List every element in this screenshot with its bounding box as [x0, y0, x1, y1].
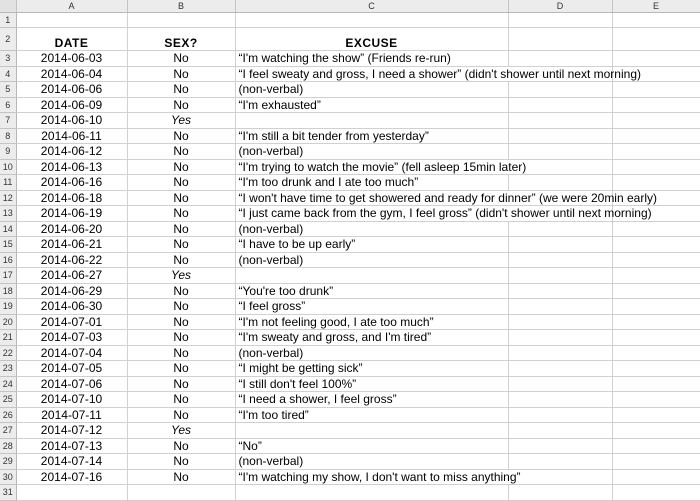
empty-cell-e[interactable] — [612, 314, 700, 330]
sex-cell[interactable]: No — [127, 330, 235, 346]
column-header-a[interactable]: A — [16, 0, 127, 12]
sheet-row — [0, 12, 700, 28]
empty-cell[interactable] — [127, 485, 235, 501]
empty-cell-d[interactable] — [508, 252, 612, 268]
table-row — [0, 252, 700, 268]
table-row — [0, 376, 700, 392]
empty-cell-e[interactable] — [612, 159, 700, 175]
sex-cell[interactable]: No — [127, 469, 235, 485]
empty-cell-d[interactable] — [508, 345, 612, 361]
sex-cell[interactable]: No — [127, 438, 235, 454]
empty-cell-d[interactable] — [508, 82, 612, 98]
sex-cell[interactable]: No — [127, 252, 235, 268]
empty-cell-e[interactable] — [612, 175, 700, 191]
sex-cell[interactable]: Yes — [127, 423, 235, 439]
sex-cell[interactable]: No — [127, 345, 235, 361]
excuse-cell[interactable]: “I'm too tired” — [235, 407, 508, 423]
empty-cell-d[interactable] — [508, 128, 612, 144]
excuse-cell[interactable]: “I feel gross” — [235, 299, 508, 315]
empty-cell[interactable] — [16, 485, 127, 501]
empty-cell[interactable] — [508, 485, 612, 501]
sex-cell[interactable]: No — [127, 376, 235, 392]
excuse-cell[interactable]: “I won't have time to get showered and ready for dinner” (we were 20min early) — [235, 190, 508, 206]
table-row — [0, 423, 700, 439]
column-header-b[interactable]: B — [127, 0, 235, 12]
date-cell[interactable]: 2014-06-16 — [16, 175, 127, 191]
excuse-cell[interactable]: “I'm exhausted” — [235, 97, 508, 113]
table-row — [0, 314, 700, 330]
cell-c1[interactable] — [235, 12, 508, 28]
table-row — [0, 299, 700, 315]
excuse-cell[interactable]: “I'm not feeling good, I ate too much” — [235, 314, 508, 330]
date-cell[interactable]: 2014-06-06 — [16, 82, 127, 98]
date-cell[interactable]: 2014-06-29 — [16, 283, 127, 299]
row-header[interactable]: 20 — [0, 314, 16, 330]
date-cell[interactable]: 2014-06-09 — [16, 97, 127, 113]
date-column-heading[interactable]: DATE — [16, 28, 127, 51]
empty-cell-e[interactable] — [612, 330, 700, 346]
date-cell[interactable]: 2014-07-05 — [16, 361, 127, 377]
row-header[interactable]: 31 — [0, 485, 16, 501]
row-header[interactable]: 16 — [0, 252, 16, 268]
excuse-cell[interactable] — [235, 113, 508, 129]
row-header[interactable]: 14 — [0, 221, 16, 237]
row-header[interactable]: 22 — [0, 345, 16, 361]
empty-cell-e[interactable] — [612, 454, 700, 470]
row-header[interactable]: 8 — [0, 128, 16, 144]
table-row — [0, 237, 700, 253]
sheet-row — [0, 485, 700, 501]
select-all-corner[interactable] — [0, 0, 16, 12]
empty-cell-e[interactable] — [612, 128, 700, 144]
date-cell[interactable]: 2014-06-19 — [16, 206, 127, 222]
row-header[interactable]: 25 — [0, 392, 16, 408]
date-cell[interactable]: 2014-06-12 — [16, 144, 127, 160]
row-header[interactable]: 24 — [0, 376, 16, 392]
excuse-cell[interactable]: (non-verbal) — [235, 221, 508, 237]
sex-cell[interactable]: No — [127, 221, 235, 237]
row-header[interactable]: 10 — [0, 159, 16, 175]
sex-cell[interactable]: No — [127, 97, 235, 113]
row-header[interactable]: 23 — [0, 361, 16, 377]
date-cell[interactable]: 2014-06-11 — [16, 128, 127, 144]
sex-cell[interactable]: No — [127, 392, 235, 408]
date-cell[interactable]: 2014-07-01 — [16, 314, 127, 330]
sex-cell[interactable]: No — [127, 283, 235, 299]
excuse-cell[interactable]: “I'm sweaty and gross, and I'm tired” — [235, 330, 508, 346]
empty-cell-d[interactable] — [508, 221, 612, 237]
table-row — [0, 175, 700, 191]
sex-cell[interactable]: No — [127, 237, 235, 253]
empty-cell-e[interactable] — [612, 252, 700, 268]
excuse-cell[interactable]: “I need a shower, I feel gross” — [235, 392, 508, 408]
empty-cell-e[interactable] — [612, 97, 700, 113]
excuse-cell[interactable]: (non-verbal) — [235, 252, 508, 268]
date-cell[interactable]: 2014-06-04 — [16, 66, 127, 82]
table-row — [0, 144, 700, 160]
date-cell[interactable]: 2014-07-04 — [16, 345, 127, 361]
sex-cell[interactable]: No — [127, 299, 235, 315]
empty-cell[interactable] — [235, 485, 508, 501]
date-cell[interactable]: 2014-06-27 — [16, 268, 127, 284]
row-header[interactable]: 21 — [0, 330, 16, 346]
sex-cell[interactable]: Yes — [127, 268, 235, 284]
sex-cell[interactable]: No — [127, 206, 235, 222]
row-header[interactable]: 28 — [0, 438, 16, 454]
table-row — [0, 206, 700, 222]
empty-cell-e[interactable] — [612, 361, 700, 377]
sex-cell[interactable]: No — [127, 66, 235, 82]
empty-cell-e[interactable] — [612, 299, 700, 315]
cell-d2[interactable] — [508, 28, 612, 51]
table-row — [0, 190, 700, 206]
sex-cell[interactable]: No — [127, 454, 235, 470]
empty-cell-d[interactable] — [508, 268, 612, 284]
excuse-cell[interactable]: “I'm watching the show” (Friends re-run) — [235, 51, 508, 67]
excuse-cell[interactable]: (non-verbal) — [235, 345, 508, 361]
empty-cell-d[interactable] — [508, 469, 612, 485]
empty-cell-e[interactable] — [612, 113, 700, 129]
sex-cell[interactable]: No — [127, 175, 235, 191]
table-row — [0, 128, 700, 144]
table-row — [0, 454, 700, 470]
sheet-row-header — [0, 28, 700, 51]
empty-cell-d[interactable] — [508, 314, 612, 330]
date-cell[interactable]: 2014-06-21 — [16, 237, 127, 253]
row-header[interactable]: 6 — [0, 97, 16, 113]
excuse-cell[interactable]: (non-verbal) — [235, 454, 508, 470]
column-header-d[interactable]: D — [508, 0, 612, 12]
table-row — [0, 407, 700, 423]
row-header[interactable]: 15 — [0, 237, 16, 253]
table-row — [0, 82, 700, 98]
row-header[interactable]: 11 — [0, 175, 16, 191]
table-row — [0, 438, 700, 454]
date-cell[interactable]: 2014-06-20 — [16, 221, 127, 237]
empty-cell-e[interactable] — [612, 407, 700, 423]
row-header[interactable]: 3 — [0, 51, 16, 67]
cell-b1[interactable] — [127, 12, 235, 28]
empty-cell-d[interactable] — [508, 237, 612, 253]
row-header[interactable]: 26 — [0, 407, 16, 423]
empty-cell-d[interactable] — [508, 330, 612, 346]
sex-cell[interactable]: No — [127, 159, 235, 175]
empty-cell-d[interactable] — [508, 376, 612, 392]
excuse-cell[interactable]: “I have to be up early” — [235, 237, 508, 253]
date-cell[interactable]: 2014-07-11 — [16, 407, 127, 423]
sex-cell[interactable]: No — [127, 128, 235, 144]
table-row — [0, 66, 700, 82]
row-header[interactable]: 1 — [0, 12, 16, 28]
table-row — [0, 51, 700, 67]
row-header[interactable]: 9 — [0, 144, 16, 160]
excuse-column-heading[interactable]: EXCUSE — [235, 28, 508, 51]
empty-cell-d[interactable] — [508, 175, 612, 191]
row-header[interactable]: 30 — [0, 469, 16, 485]
cell-e2[interactable] — [612, 28, 700, 51]
date-cell[interactable]: 2014-06-22 — [16, 252, 127, 268]
row-header[interactable]: 17 — [0, 268, 16, 284]
excuse-cell[interactable]: “I feel sweaty and gross, I need a shower” (didn't shower until next morning) — [235, 66, 508, 82]
table-row — [0, 113, 700, 129]
empty-cell-d[interactable] — [508, 454, 612, 470]
sex-cell[interactable]: No — [127, 144, 235, 160]
row-header[interactable]: 7 — [0, 113, 16, 129]
sex-cell[interactable]: No — [127, 82, 235, 98]
row-header[interactable]: 29 — [0, 454, 16, 470]
sex-cell[interactable]: No — [127, 407, 235, 423]
column-header-c[interactable]: C — [235, 0, 508, 12]
date-cell[interactable]: 2014-06-18 — [16, 190, 127, 206]
date-cell[interactable]: 2014-07-12 — [16, 423, 127, 439]
row-header[interactable]: 13 — [0, 206, 16, 222]
empty-cell-e[interactable] — [612, 221, 700, 237]
date-cell[interactable]: 2014-07-14 — [16, 454, 127, 470]
row-header[interactable]: 12 — [0, 190, 16, 206]
cell-d1[interactable] — [508, 12, 612, 28]
empty-cell-e[interactable] — [612, 51, 700, 67]
date-cell[interactable]: 2014-06-03 — [16, 51, 127, 67]
excuse-cell[interactable]: “I still don't feel 100%” — [235, 376, 508, 392]
sex-cell[interactable]: No — [127, 314, 235, 330]
row-header[interactable]: 2 — [0, 28, 16, 51]
table-row — [0, 469, 700, 485]
row-header[interactable]: 4 — [0, 66, 16, 82]
excuse-cell[interactable]: “I just came back from the gym, I feel gross” (didn't shower until next morning) — [235, 206, 508, 222]
excuse-cell[interactable] — [235, 423, 508, 439]
empty-cell-d[interactable] — [508, 51, 612, 67]
empty-cell-e[interactable] — [612, 283, 700, 299]
table-row — [0, 392, 700, 408]
date-cell[interactable]: 2014-06-30 — [16, 299, 127, 315]
date-cell[interactable]: 2014-07-13 — [16, 438, 127, 454]
empty-cell-d[interactable] — [508, 299, 612, 315]
date-cell[interactable]: 2014-07-06 — [16, 376, 127, 392]
cell-a1[interactable] — [16, 12, 127, 28]
empty-cell-d[interactable] — [508, 423, 612, 439]
empty-cell[interactable] — [612, 485, 700, 501]
excuse-cell[interactable]: “I'm too drunk and I ate too much” — [235, 175, 508, 191]
excuse-cell[interactable] — [235, 268, 508, 284]
empty-cell-e[interactable] — [612, 423, 700, 439]
date-cell[interactable]: 2014-06-13 — [16, 159, 127, 175]
empty-cell-d[interactable] — [508, 392, 612, 408]
excuse-cell[interactable]: (non-verbal) — [235, 82, 508, 98]
row-header[interactable]: 18 — [0, 283, 16, 299]
cell-e1[interactable] — [612, 12, 700, 28]
table-row — [0, 361, 700, 377]
date-cell[interactable]: 2014-07-03 — [16, 330, 127, 346]
empty-cell-d[interactable] — [508, 113, 612, 129]
empty-cell-d[interactable] — [508, 283, 612, 299]
empty-cell-e[interactable] — [612, 376, 700, 392]
empty-cell-d[interactable] — [508, 144, 612, 160]
table-row — [0, 268, 700, 284]
column-header-e[interactable]: E — [612, 0, 700, 12]
empty-cell-e[interactable] — [612, 237, 700, 253]
excuse-cell[interactable]: “I'm still a bit tender from yesterday” — [235, 128, 508, 144]
excuse-cell[interactable]: (non-verbal) — [235, 144, 508, 160]
sex-cell[interactable]: Yes — [127, 113, 235, 129]
column-header-row — [0, 0, 700, 12]
date-cell[interactable]: 2014-07-10 — [16, 392, 127, 408]
table-row — [0, 159, 700, 175]
table-row — [0, 345, 700, 361]
empty-cell-e[interactable] — [612, 345, 700, 361]
table-row — [0, 97, 700, 113]
empty-cell-d[interactable] — [508, 97, 612, 113]
empty-cell-e[interactable] — [612, 144, 700, 160]
empty-cell-e[interactable] — [612, 268, 700, 284]
excuse-cell[interactable]: “I might be getting sick” — [235, 361, 508, 377]
row-header[interactable]: 5 — [0, 82, 16, 98]
table-row — [0, 221, 700, 237]
empty-cell-e[interactable] — [612, 438, 700, 454]
excuse-cell[interactable]: “I'm trying to watch the movie” (fell asleep 15min later) — [235, 159, 508, 175]
empty-cell-d[interactable] — [508, 407, 612, 423]
table-row — [0, 330, 700, 346]
empty-cell-e[interactable] — [612, 392, 700, 408]
date-cell[interactable]: 2014-06-10 — [16, 113, 127, 129]
excuse-cell[interactable]: “No” — [235, 438, 508, 454]
sex-column-heading[interactable]: SEX? — [127, 28, 235, 51]
excuse-cell[interactable]: “I'm watching my show, I don't want to miss anything” — [235, 469, 508, 485]
empty-cell-d[interactable] — [508, 361, 612, 377]
empty-cell-e[interactable] — [612, 469, 700, 485]
sex-cell[interactable]: No — [127, 361, 235, 377]
row-header[interactable]: 19 — [0, 299, 16, 315]
date-cell[interactable]: 2014-07-16 — [16, 469, 127, 485]
row-header[interactable]: 27 — [0, 423, 16, 439]
empty-cell-d[interactable] — [508, 438, 612, 454]
empty-cell-e[interactable] — [612, 82, 700, 98]
sex-cell[interactable]: No — [127, 51, 235, 67]
excuse-cell[interactable]: “You're too drunk” — [235, 283, 508, 299]
table-row — [0, 283, 700, 299]
sex-cell[interactable]: No — [127, 190, 235, 206]
